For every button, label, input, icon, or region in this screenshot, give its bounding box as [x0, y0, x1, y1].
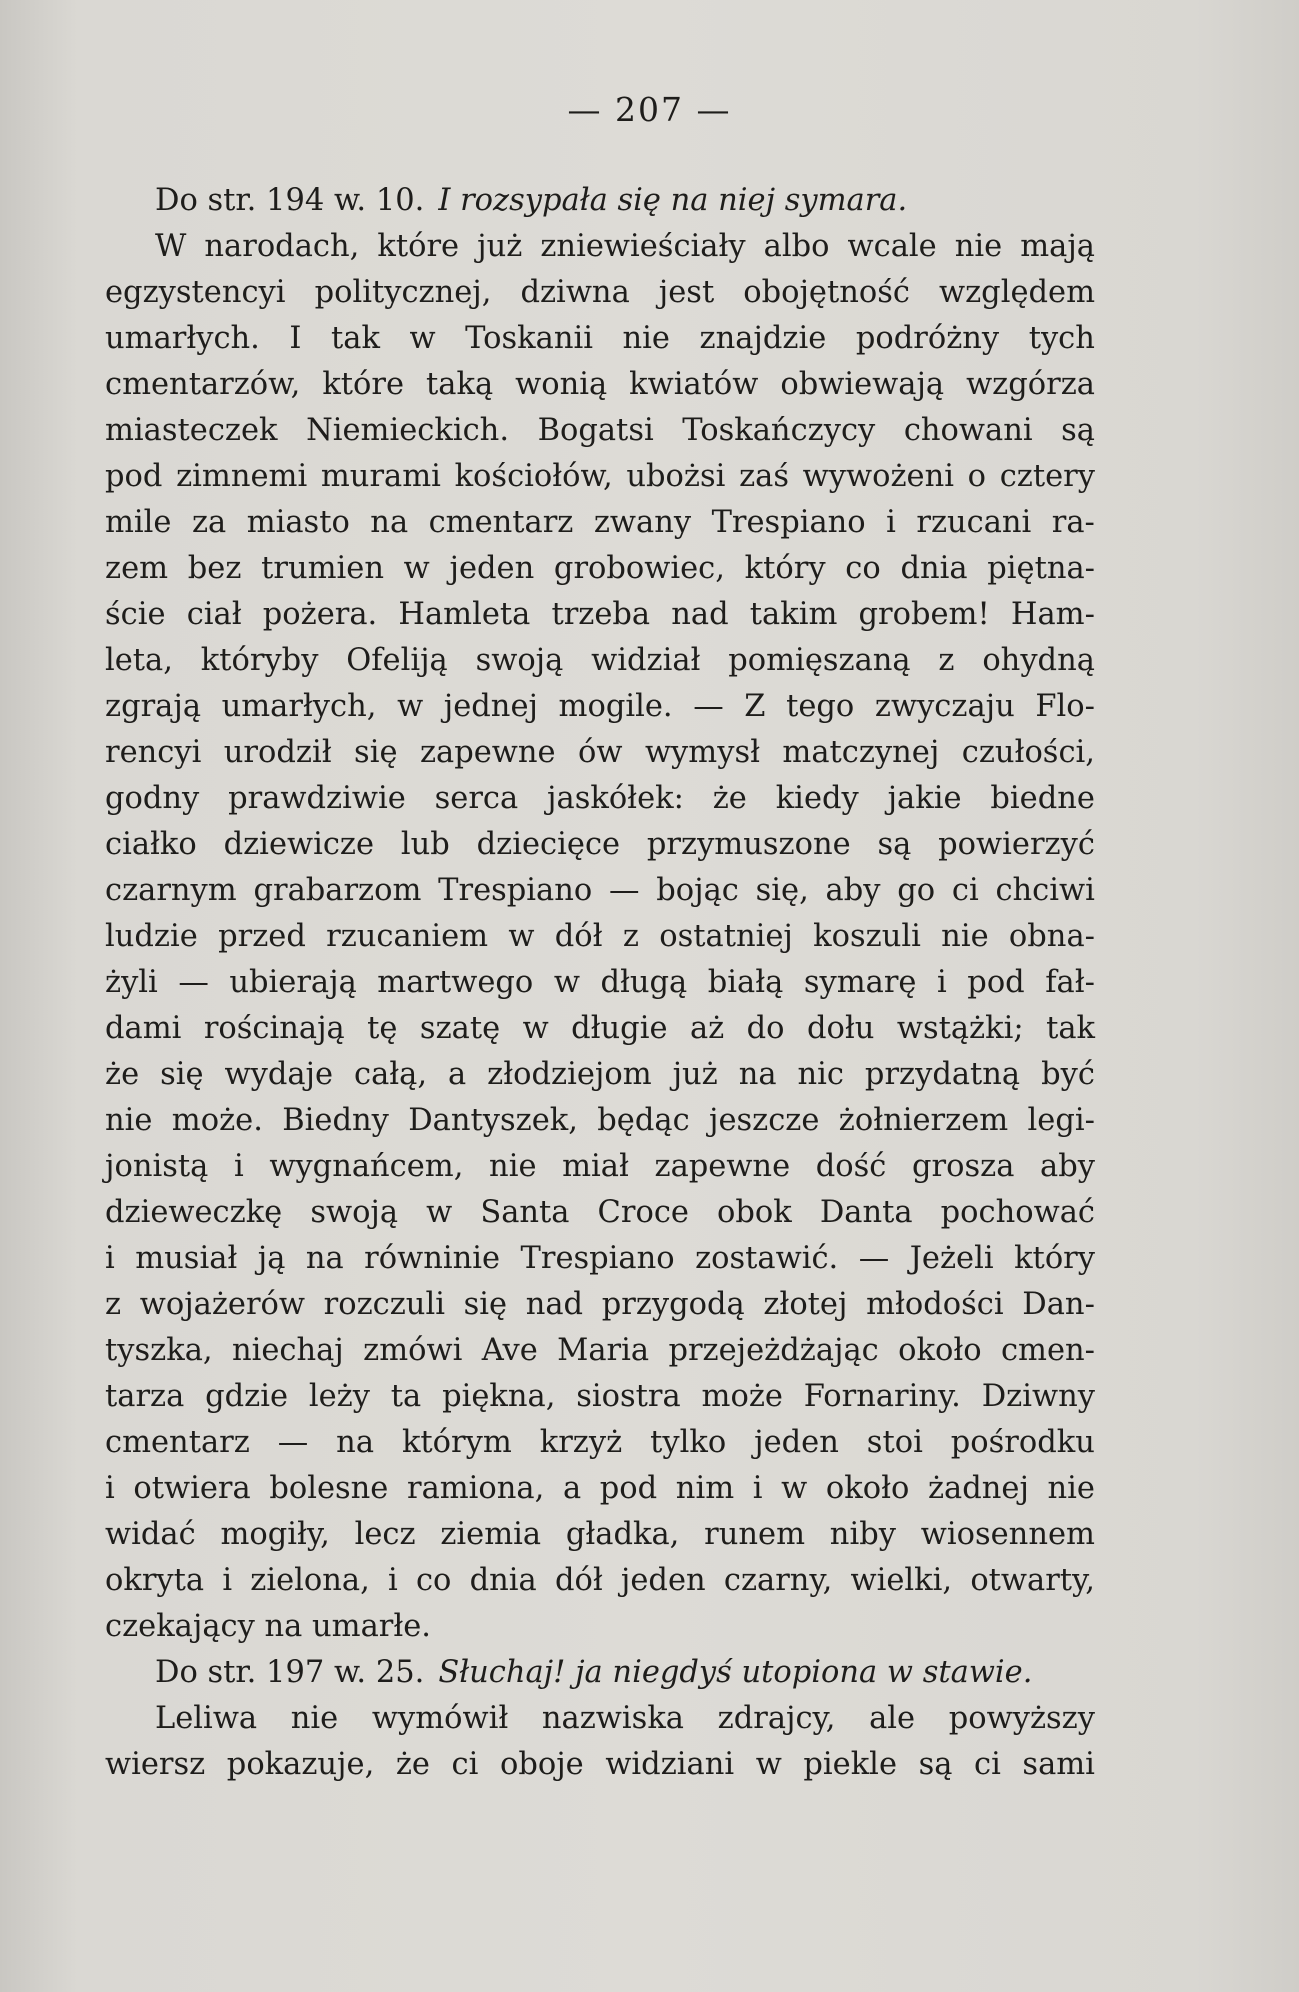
page-text [105, 178, 1095, 1788]
text-line: dzieweczkę swoją w Santa Croce obok Danta pochować [105, 1195, 1095, 1230]
text-line: tarza gdzie leży ta piękna, siostra może Fornariny. Dziwny [105, 1379, 1095, 1414]
note-reference [105, 178, 1095, 224]
text-line: z wojażerów rozczuli się nad przygodą złotej młodości Dan- [105, 1287, 1095, 1322]
note-ref-quote: Słuchaj! ja niegdyś utopiona w stawie. [438, 1655, 1033, 1690]
text-line: zgrają umarłych, w jednej mogile. — Z tego zwyczaju Flo- [105, 689, 1095, 724]
text-line: tyszka, niechaj zmówi Ave Maria przejeżdżając około cmen- [105, 1333, 1095, 1368]
text-line: zem bez trumien w jeden grobowiec, który co dnia piętna- [105, 551, 1095, 586]
text-line: i musiał ją na równinie Trespiano zostawić. — Jeżeli który [105, 1241, 1095, 1276]
text-line: żyli — ubierają martwego w długą białą symarę i pod fał- [105, 965, 1095, 1000]
text-line: cmentarzów, które taką wonią kwiatów obwiewają wzgórza [105, 367, 1095, 402]
text-line: godny prawdziwie serca jaskółek: że kiedy jakie biedne [105, 781, 1095, 816]
note-ref-quote: I rozsypała się na niej symara. [438, 183, 908, 218]
text-line: Leliwa nie wymówił nazwiska zdrajcy, ale powyższy [155, 1701, 1095, 1736]
text-line: czarnym grabarzom Trespiano — bojąc się, aby go ci chciwi [105, 873, 1095, 908]
note-ref-location: Do str. 194 w. 10. [155, 183, 425, 218]
text-line: dami rościnają tę szatę w długie aż do dołu wstążki; tak [105, 1011, 1095, 1046]
text-line: widać mogiły, lecz ziemia gładka, runem niby wiosennem [105, 1517, 1095, 1552]
page-number: — 207 — [567, 90, 732, 129]
text-line: okryta i zielona, i co dnia dół jeden czarny, wielki, otwarty, [105, 1563, 1095, 1598]
text-line: nie może. Biedny Dantyszek, będąc jeszcze żołnierzem legi- [105, 1103, 1095, 1138]
text-line: egzystencyi politycznej, dziwna jest obojętność względem [105, 275, 1095, 310]
text-line: że się wydaje całą, a złodziejom już na nic przydatną być [105, 1057, 1095, 1092]
text-line: umarłych. I tak w Toskanii nie znajdzie podróżny tych [105, 321, 1095, 356]
text-line: pod zimnemi murami kościołów, ubożsi zaś wywożeni o cztery [105, 459, 1095, 494]
text-line: cmentarz — na którym krzyż tylko jeden stoi pośrodku [105, 1425, 1095, 1460]
text-line: leta, któryby Ofeliją swoją widział pomięszaną z ohydną [105, 643, 1095, 678]
text-line: miasteczek Niemieckich. Bogatsi Toskańczycy chowani są [105, 413, 1095, 448]
text-line: ludzie przed rzucaniem w dół z ostatniej koszuli nie obna- [105, 919, 1095, 954]
text-line: ciałko dziewicze lub dziecięce przymuszone są powierzyć [105, 827, 1095, 862]
text-line: jonistą i wygnańcem, nie miał zapewne dość grosza aby [105, 1149, 1095, 1184]
text-line: W narodach, które już zniewieściały albo wcale nie mają [155, 229, 1095, 264]
text-line: wiersz pokazuje, że ci oboje widziani w piekle są ci sami [105, 1747, 1095, 1782]
note-reference [105, 1650, 1095, 1696]
text-line: i otwiera bolesne ramiona, a pod nim i w około żadnej nie [105, 1471, 1095, 1506]
text-line: czekający na umarłe. [105, 1609, 431, 1644]
text-line: ście ciał pożera. Hamleta trzeba nad takim grobem! Ham- [105, 597, 1095, 632]
note-ref-location: Do str. 197 w. 25. [155, 1655, 425, 1690]
text-line: rencyi urodził się zapewne ów wymysł matczynej czułości, [105, 735, 1095, 770]
text-line: mile za miasto na cmentarz zwany Trespiano i rzucani ra- [105, 505, 1095, 540]
